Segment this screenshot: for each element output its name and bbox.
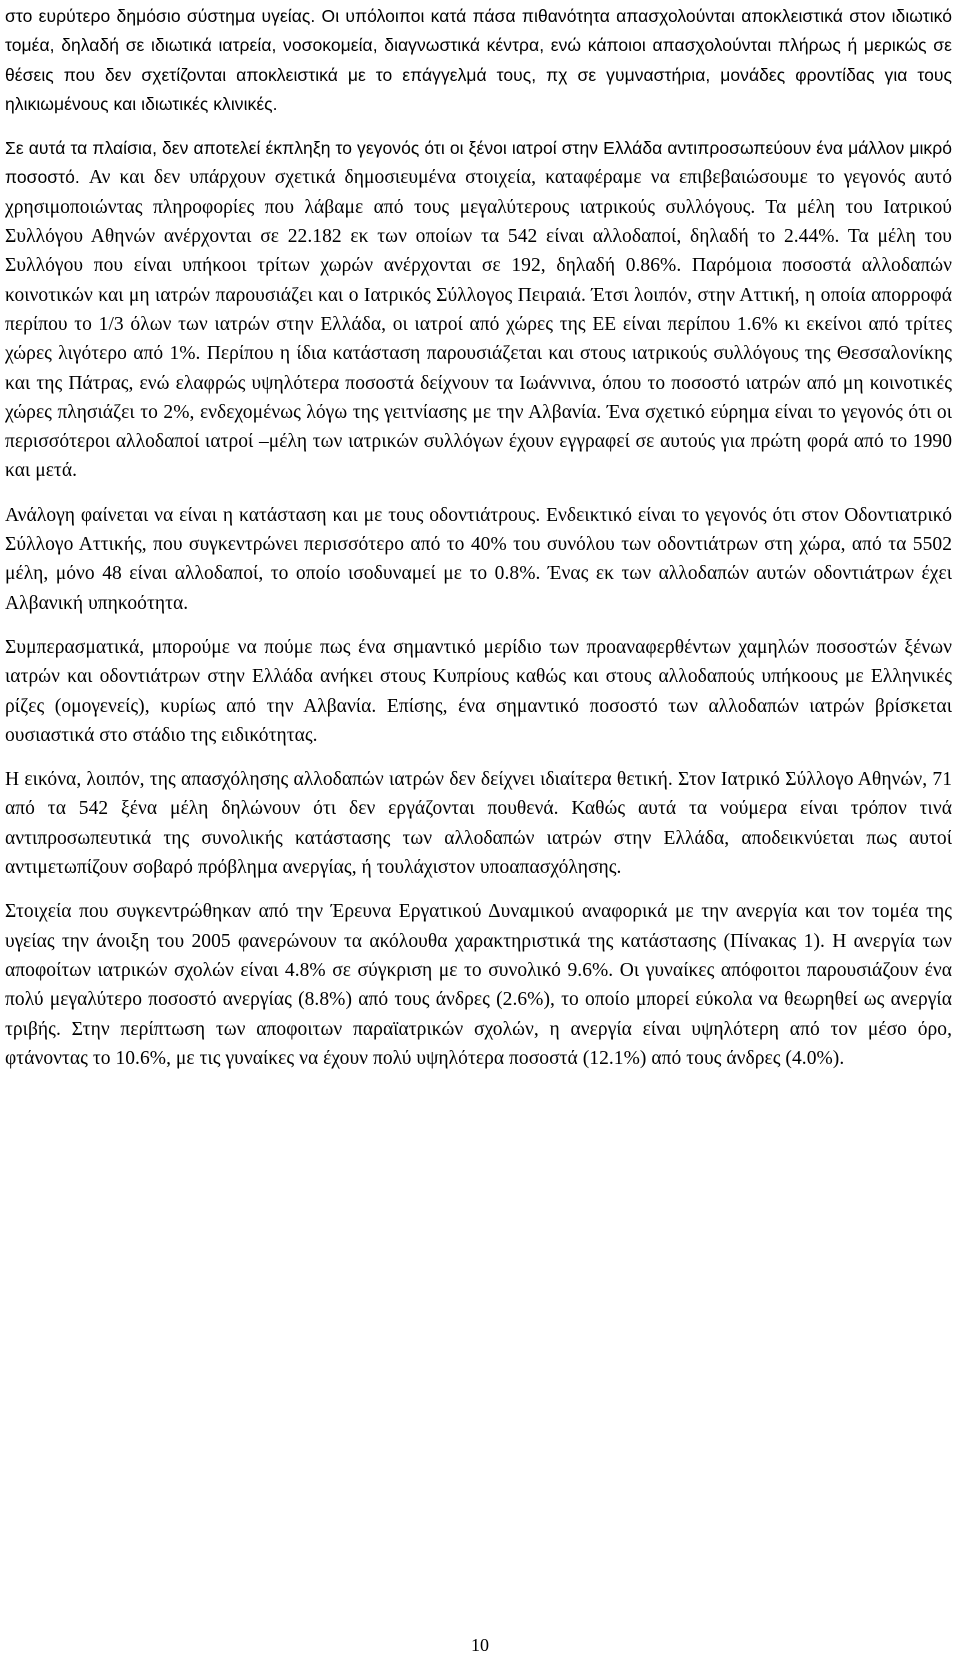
paragraph-4-text: Συμπερασματικά, μπορούμε να πούμε πως ένα σημαντικό μερίδιο των προαναφερθέντων χαμηλών ποσοστών ξένων ιατρών και οδοντιάτρων στην Ελλάδα ανήκει στους Κυπρίους καθώς και στους αλλοδαπούς υπήκοους με Ελληνικές ρίζες (ομογενείς), κυρίως από την Αλβανία. Επίσης, ένα σημαντικό ποσοστό των αλλοδαπών ιατρών βρίσκεται ουσιαστικά στο στάδιο της ειδικότητας. xyxy=(5,636,952,746)
paragraph-3-text: Ανάλογη φαίνεται να είναι η κατάσταση και με τους οδοντιάτρους. Ενδεικτικό είναι το γεγονός ότι στον Οδοντιατρικό Σύλλογο Αττικής, που συγκεντρώνει περισσότερο από το 40% του συνόλου των οδοντιάτρων στη χώρα, από τα 5502 μέλη, μόνο 48 είναι αλλοδαποί, το οποίο ισοδυναμεί με το 0.8%. Ένας εκ των αλλοδαπών αυτών οδοντιάτρων έχει Αλβανική υπηκοότητα. xyxy=(5,504,952,614)
paragraph-4 xyxy=(5,633,952,750)
paragraph-2-text: Αν και δεν υπάρχουν σχετικά δημοσιευμένα στοιχεία, καταφέραμε να επιβεβαιώσουμε το γεγονός αυτό χρησιμοποιώντας πληροφορίες που λάβαμε από τους μεγαλύτερους ιατρικούς συλλόγους. Τα μέλη του Ιατρικού Συλλόγου Αθηνών ανέρχονται σε 22.182 εκ των οποίων τα 542 είναι αλλοδαποί, δηλαδή το 2.44%. Τα μέλη του Συλλόγου που είναι υπήκοοι τρίτων χωρών ανέρχονται σε 192, δηλαδή 0.86%. Παρόμοια ποσοστά αλλοδαπών κοινοτικών και μη ιατρών παρουσιάζει και ο Ιατρικός Σύλλογος Πειραιά. Έτσι λοιπόν, στην Αττική, η οποία απορροφά περίπου το 1/3 όλων των ιατρών στην Ελλάδα, οι ιατροί από χώρες της ΕΕ είναι περίπου 1.6% κι εκείνοι από τρίτες χώρες λιγότερο από 1%. Περίπου η ίδια κατάσταση παρουσιάζεται και στους ιατρικούς συλλόγους της Θεσσαλονίκης και της Πάτρας, ενώ ελαφρώς υψηλότερα ποσοστά δείχνουν τα Ιωάννινα, όπου το ποσοστό ιατρών από μη κοινοτικές χώρες πλησιάζει το 2%, ενδεχομένως λόγω της γειτνίασης με την Αλβανία. Ένα σχετικό εύρημα είναι το γεγονός ότι οι περισσότεροι αλλοδαποί ιατροί –μέλη των ιατρικών συλλόγων έχουν εγγραφεί σε αυτούς για πρώτη φορά από το 1990 και μετά. xyxy=(5,167,952,482)
paragraph-2 xyxy=(5,134,952,486)
page-number: 10 xyxy=(471,1635,489,1655)
paragraph-6 xyxy=(5,897,952,1073)
paragraph-5 xyxy=(5,765,952,882)
paragraph-6-text: Στοιχεία που συγκεντρώθηκαν από την Έρευνα Εργατικού Δυναμικού αναφορικά με την ανεργία και τον τομέα της υγείας την άνοιξη του 2005 φανερώνουν τα ακόλουθα χαρακτηριστικά της κατάστασης (Πίνακας 1). Η ανεργία των αποφοίτων ιατρικών σχολών είναι 4.8% σε σύγκριση με το συνολικό 9.6%. Οι γυναίκες απόφοιτοι παρουσιάζουν ένα πολύ μεγαλύτερο ποσοστό ανεργίας (8.8%) από τους άνδρες (2.6%), το οποίο μπορεί εύκολα να θεωρηθεί ως ανεργία τριβής. Στην περίπτωση των αποφοιτων παραϊατρικών σχολών, η ανεργία είναι υψηλότερη από τον μέσο όρο, φτάνοντας το 10.6%, με τις γυναίκες να έχουν πολύ υψηλότερα ποσοστά (12.1%) από τους άνδρες (4.0%). xyxy=(5,901,952,1069)
paragraph-5-text: Η εικόνα, λοιπόν, της απασχόλησης αλλοδαπών ιατρών δεν δείχνει ιδιαίτερα θετική. Στον Ιατρικό Σύλλογο Αθηνών, 71 από τα 542 ξένα μέλη δηλώνουν ότι δεν εργάζονται πουθενά. Καθώς αυτά τα νούμερα είναι τρόπον τινά αντιπροσωπευτικά της συνολικής κατάστασης των αλλοδαπών ιατρών στην Ελλάδα, αποδεικνύεται πως αυτοί αντιμετωπίζουν σοβαρό πρόβλημα ανεργίας, ή τουλάχιστον υποαπασχόλησης. xyxy=(5,769,952,879)
body-text xyxy=(5,2,952,1073)
paragraph-1-text: στο ευρύτερο δημόσιο σύστημα υγείας. Οι υπόλοιποι κατά πάσα πιθανότητα απασχολούνται αποκλειστικά στον ιδιωτικό τομέα, δηλαδή σε ιδιωτικά ιατρεία, νοσοκομεία, διαγνωστικά κέντρα, ενώ κάποιοι απασχολούνται πλήρως ή μερικώς σε θέσεις που δεν σχετίζονται αποκλειστικά με το επάγγελμά τους, πχ σε γυμναστήρια, μονάδες φροντίδας για τους ηλικιωμένους και ιδιωτικές κλινικές. xyxy=(5,6,952,114)
paragraph-3 xyxy=(5,501,952,618)
paragraph-2-text-sans: Σε αυτά τα πλαίσια, δεν αποτελεί έκπληξη το γεγονός ότι οι ξένοι ιατροί στην Ελλάδα αντιπροσωπεύουν ένα μάλλον μικρό ποσοστό. xyxy=(5,138,952,188)
paragraph-1 xyxy=(5,2,952,119)
